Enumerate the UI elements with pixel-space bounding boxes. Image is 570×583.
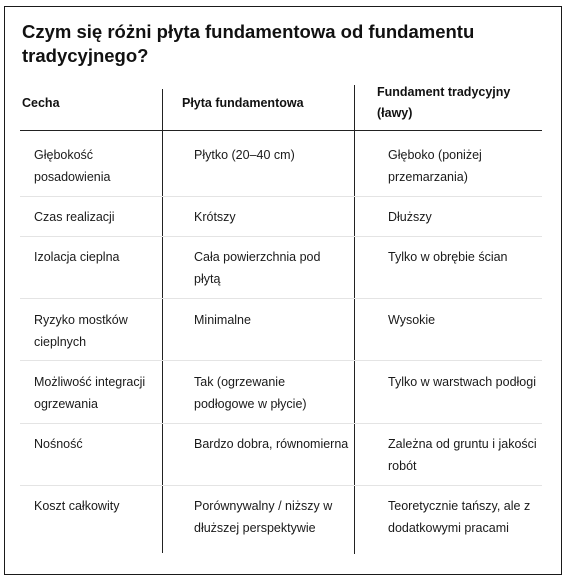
row-divider [20,485,542,486]
table-cell: Głęboko (poniżej przemarzania) [388,148,482,184]
column-divider [354,85,355,554]
column-divider [162,89,163,553]
table-cell: Bardzo dobra, równomierna [194,437,349,451]
table-cell: Czas realizacji [34,210,115,224]
header-cell-traditional-foundation: Fundament tradycyjny (ławy) [377,85,511,120]
header-cell-slab-foundation: Płyta fundamentowa [182,96,304,110]
table-cell: Izolacja cieplna [34,250,120,264]
table-cell: Dłuższy [388,210,432,224]
table-cell: Cała powierzchnia pod płytą [194,250,321,286]
header-rule [20,130,542,131]
table-cell: Ryzyko mostków cieplnych [34,313,128,349]
row-divider [20,360,542,361]
table-cell: Krótszy [194,210,236,224]
table-cell: Tak (ogrzewanie podłogowe w płycie) [194,375,307,411]
row-divider [20,298,542,299]
page-title: Czym się różni płyta fundamentowa od fundamentu tradycyjnego? [22,21,475,66]
table-cell: Tylko w obrębie ścian [388,250,508,264]
row-divider [20,236,542,237]
table-cell: Teoretycznie tańszy, ale z dodatkowymi pracami [388,499,531,535]
table-cell: Koszt całkowity [34,499,120,513]
table-cell: Możliwość integracji ogrzewania [34,375,146,411]
table-cell: Zależna od gruntu i jakości robót [388,437,537,473]
row-divider [20,196,542,197]
table-cell: Płytko (20–40 cm) [194,148,295,162]
header-cell-feature: Cecha [22,96,60,110]
table-cell: Tylko w warstwach podłogi [388,375,536,389]
table-cell: Minimalne [194,313,251,327]
table-cell: Porównywalny / niższy w dłuższej perspektywie [194,499,333,535]
table-cell: Głębokość posadowienia [34,148,111,184]
table-cell: Nośność [34,437,83,451]
table-cell: Wysokie [388,313,436,327]
row-divider [20,423,542,424]
